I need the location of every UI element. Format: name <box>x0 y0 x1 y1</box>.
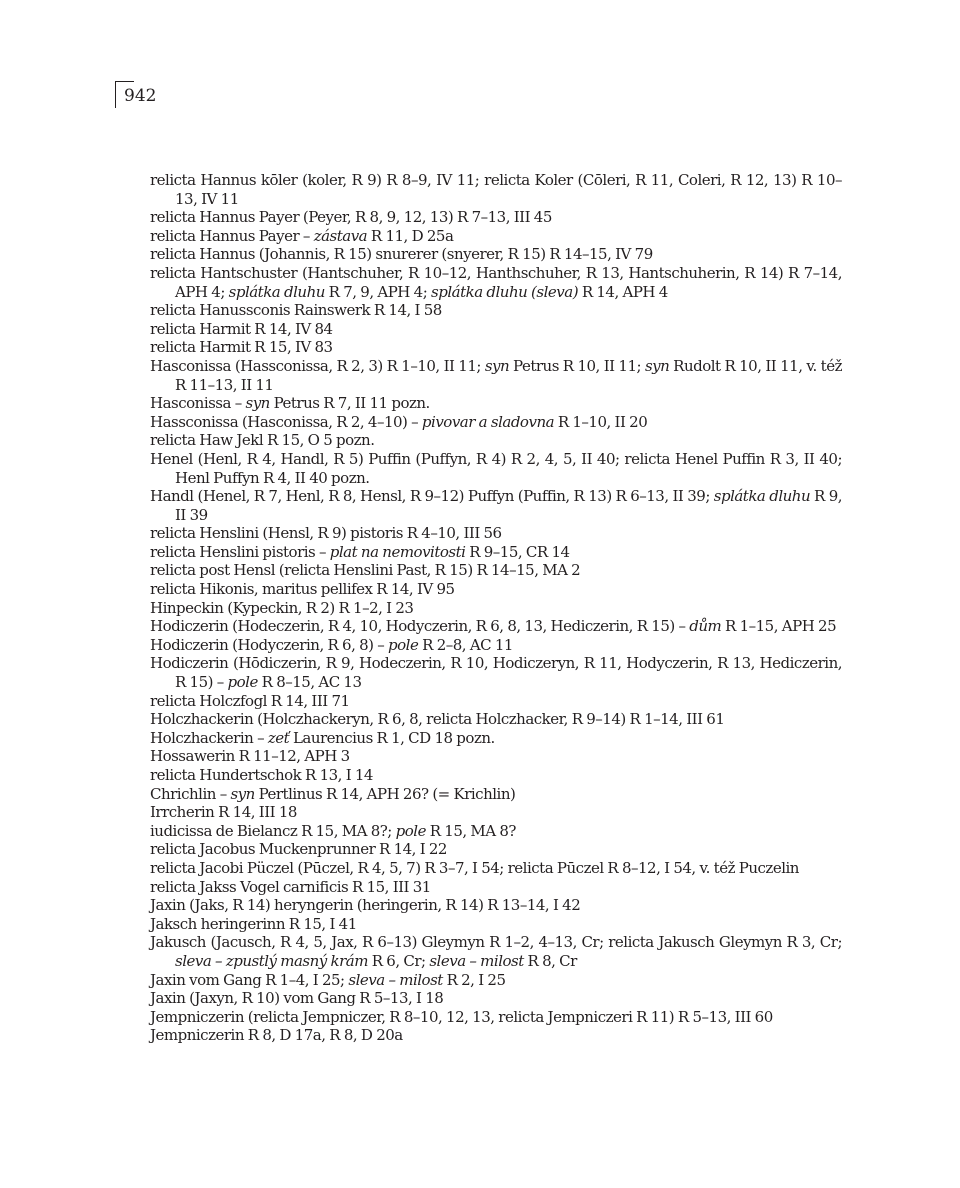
entry-text: R 8–15, AC 13 <box>257 673 362 692</box>
index-entry <box>150 989 842 1008</box>
entry-italic-text: pole <box>388 635 419 654</box>
entry-text: relicta Haw Jekl R 15, O 5 pozn. <box>150 431 375 450</box>
entry-text: Chrichlin – <box>150 784 231 803</box>
entry-text: relicta Hikonis, maritus pellifex R 14, IV 95 <box>150 580 455 599</box>
index-entry <box>150 357 842 394</box>
index-entry <box>150 487 842 524</box>
index-entries <box>150 171 842 1045</box>
entry-text: Jaksch heringerinn R 15, I 41 <box>150 914 357 933</box>
entry-text: Jakusch (Jacusch, R 4, 5, Jax, R 6–13) Gleymyn R 1–2, 4–13, Cr; relicta Jakusch Gleymyn R 3, Cr; <box>150 933 842 952</box>
index-entry <box>150 785 842 804</box>
entry-italic-text: zeť <box>267 728 290 747</box>
entry-italic-text: pole <box>227 673 258 692</box>
entry-text: Laurencius R 1, CD 18 pozn. <box>289 728 495 747</box>
entry-text: Holczhackerin (Holczhackeryn, R 6, 8, relicta Holczhacker, R 9–14) R 1–14, III 61 <box>150 710 725 729</box>
entry-text: relicta Hannus kōler (koler, R 9) R 8–9, IV 11; relicta Koler (Cōleri, R 11, Coleri, R 12, 13) R 10–13, IV 11 <box>150 171 842 208</box>
entry-text: relicta post Hensl (relicta Henslini Past, R 15) R 14–15, MA 2 <box>150 561 581 580</box>
entry-italic-text: dům <box>689 617 722 636</box>
entry-italic-text: pivovar a sladovna <box>421 412 555 431</box>
entry-text: R 7, 9, APH 4; <box>324 282 432 301</box>
entry-text: R 2–8, AC 11 <box>418 635 513 654</box>
index-entry <box>150 915 842 934</box>
entry-italic-text: sleva – milost <box>429 951 524 970</box>
entry-text: relicta Hanussconis Rainswerk R 14, I 58 <box>150 301 442 320</box>
entry-text: Jaxin (Jaks, R 14) heryngerin (heringerin, R 14) R 13–14, I 42 <box>150 896 581 915</box>
entry-italic-text: splátka dluhu (sleva) <box>431 282 579 301</box>
entry-text: Holczhackerin – <box>150 728 268 747</box>
entry-text: Hodiczerin (Hodyczerin, R 6, 8) – <box>150 635 389 654</box>
index-entry <box>150 1008 842 1027</box>
entry-text: relicta Hannus (Johannis, R 15) snurerer (snyerer, R 15) R 14–15, IV 79 <box>150 245 653 264</box>
index-entry <box>150 227 842 246</box>
entry-text: R 9–15, CR 14 <box>465 542 570 561</box>
entry-italic-text: splátka dluhu <box>713 487 811 506</box>
entry-text: Jempniczerin (relicta Jempniczer, R 8–10, 12, 13, relicta Jempniczeri R 11) R 5–13, III 60 <box>150 1007 773 1026</box>
entry-text: R 11, D 25a <box>367 226 454 245</box>
entry-text: iudicissa de Bielancz R 15, MA 8?; <box>150 821 396 840</box>
index-entry <box>150 245 842 264</box>
entry-text: relicta Harmit R 14, IV 84 <box>150 319 333 338</box>
index-entry <box>150 431 842 450</box>
index-entry <box>150 692 842 711</box>
entry-text: Irrcherin R 14, III 18 <box>150 803 297 822</box>
entry-text: Henel (Henl, R 4, Handl, R 5) Puffin (Puffyn, R 4) R 2, 4, 5, II 40; relicta Henel Puffin R 3, II 40; Henl Puffyn R 4, II 40 pozn. <box>150 449 842 487</box>
entry-text: Jaxin vom Gang R 1–4, I 25; <box>150 970 349 989</box>
entry-italic-text: plat na nemovitosti <box>329 542 466 561</box>
entry-text: relicta Holczfogl R 14, III 71 <box>150 691 350 710</box>
index-entry <box>150 822 842 841</box>
entry-text: R 6, Cr; <box>367 951 430 970</box>
entry-text: Rudolt R 10, II 11, v. též R 11–13, II 11 <box>175 356 842 394</box>
entry-text: Hodiczerin (Hōdiczerin, R 9, Hodeczerin, R 10, Hodiczeryn, R 11, Hodyczerin, R 13, Hediczerin, R 15) – <box>150 654 842 692</box>
index-entry <box>150 320 842 339</box>
index-entry <box>150 859 842 878</box>
index-entry <box>150 896 842 915</box>
index-entry <box>150 450 842 487</box>
entry-text: Hodiczerin (Hodeczerin, R 4, 10, Hodyczerin, R 6, 8, 13, Hediczerin, R 15) – <box>150 617 690 636</box>
entry-italic-text: zástava <box>313 226 368 245</box>
entry-text: R 14, APH 4 <box>578 282 668 301</box>
page-number: 942 <box>124 86 157 106</box>
index-entry <box>150 933 842 970</box>
index-entry <box>150 747 842 766</box>
index-entry <box>150 264 842 301</box>
entry-italic-text: syn <box>230 784 255 803</box>
entry-text: Hinpeckin (Kypeckin, R 2) R 1–2, I 23 <box>150 598 414 617</box>
entry-text: relicta Henslini (Hensl, R 9) pistoris R 4–10, III 56 <box>150 524 502 543</box>
entry-text: Pertlinus R 14, APH 26? (= Krichlin) <box>254 784 516 803</box>
entry-text: Jempniczerin R 8, D 17a, R 8, D 20a <box>150 1026 403 1045</box>
index-entry <box>150 580 842 599</box>
entry-text: R 15, MA 8? <box>425 821 516 840</box>
entry-text: Hassconissa (Hasconissa, R 2, 4–10) – <box>150 412 422 431</box>
index-entry <box>150 561 842 580</box>
entry-italic-text: sleva – milost <box>348 970 443 989</box>
index-entry <box>150 338 842 357</box>
entry-text: Petrus R 10, II 11; <box>509 356 645 375</box>
index-entry <box>150 803 842 822</box>
entry-text: R 2, I 25 <box>442 970 506 989</box>
entry-text: Petrus R 7, II 11 pozn. <box>269 394 430 413</box>
entry-text: relicta Jacobi Püczel (Pūczel, R 4, 5, 7) R 3–7, I 54; relicta Pūczel R 8–12, I 54, v. též Puczelin <box>150 858 799 877</box>
entry-italic-text: pole <box>395 821 426 840</box>
entry-text: relicta Hantschuster (Hantschuher, R 10–12, Hanthschuher, R 13, Hantschuherin, R 14) R 7–14, APH 4; <box>150 263 842 301</box>
entry-text: relicta Jacobus Muckenprunner R 14, I 22 <box>150 840 447 859</box>
entry-text: relicta Jakss Vogel carnificis R 15, III 31 <box>150 877 431 896</box>
index-entry <box>150 710 842 729</box>
entry-text: relicta Hannus Payer – <box>150 226 314 245</box>
entry-text: R 1–10, II 20 <box>554 412 648 431</box>
entry-text: relicta Hundertschok R 13, I 14 <box>150 766 373 784</box>
entry-text: R 9, II 39 <box>175 487 843 524</box>
index-entry <box>150 840 842 859</box>
entry-text: Hasconissa – <box>150 394 246 413</box>
entry-text: Jaxin (Jaxyn, R 10) vom Gang R 5–13, I 18 <box>150 989 444 1008</box>
entry-italic-text: syn <box>644 356 670 375</box>
index-entry <box>150 636 842 655</box>
index-entry <box>150 543 842 562</box>
entry-text: Hossawerin R 11–12, APH 3 <box>150 747 350 766</box>
index-entry <box>150 301 842 320</box>
index-entry <box>150 617 842 636</box>
index-entry <box>150 599 842 618</box>
index-entry <box>150 524 842 543</box>
entry-text: R 1–15, APH 25 <box>721 617 837 636</box>
index-entry <box>150 1026 842 1045</box>
index-entry <box>150 766 842 785</box>
index-entry <box>150 171 842 208</box>
entry-italic-text: splátka dluhu <box>228 282 325 301</box>
index-entry <box>150 971 842 990</box>
entry-text: Handl (Henel, R 7, Henl, R 8, Hensl, R 9–12) Puffyn (Puffin, R 13) R 6–13, II 39; <box>150 487 714 506</box>
index-entry <box>150 654 842 691</box>
entry-italic-text: syn <box>484 356 510 375</box>
entry-text: relicta Harmit R 15, IV 83 <box>150 338 333 357</box>
entry-text: Hasconissa (Hassconissa, R 2, 3) R 1–10, II 11; <box>150 356 485 375</box>
entry-text: R 8, Cr <box>523 951 577 970</box>
entry-text: relicta Hannus Payer (Peyer, R 8, 9, 12, 13) R 7–13, III 45 <box>150 208 552 227</box>
index-entry <box>150 208 842 227</box>
entry-italic-text: sleva – zpustlý masný krám <box>175 951 368 970</box>
index-entry <box>150 413 842 432</box>
entry-text: relicta Henslini pistoris – <box>150 542 330 561</box>
entry-italic-text: syn <box>245 394 270 413</box>
index-entry <box>150 878 842 897</box>
index-entry <box>150 729 842 748</box>
index-entry <box>150 394 842 413</box>
